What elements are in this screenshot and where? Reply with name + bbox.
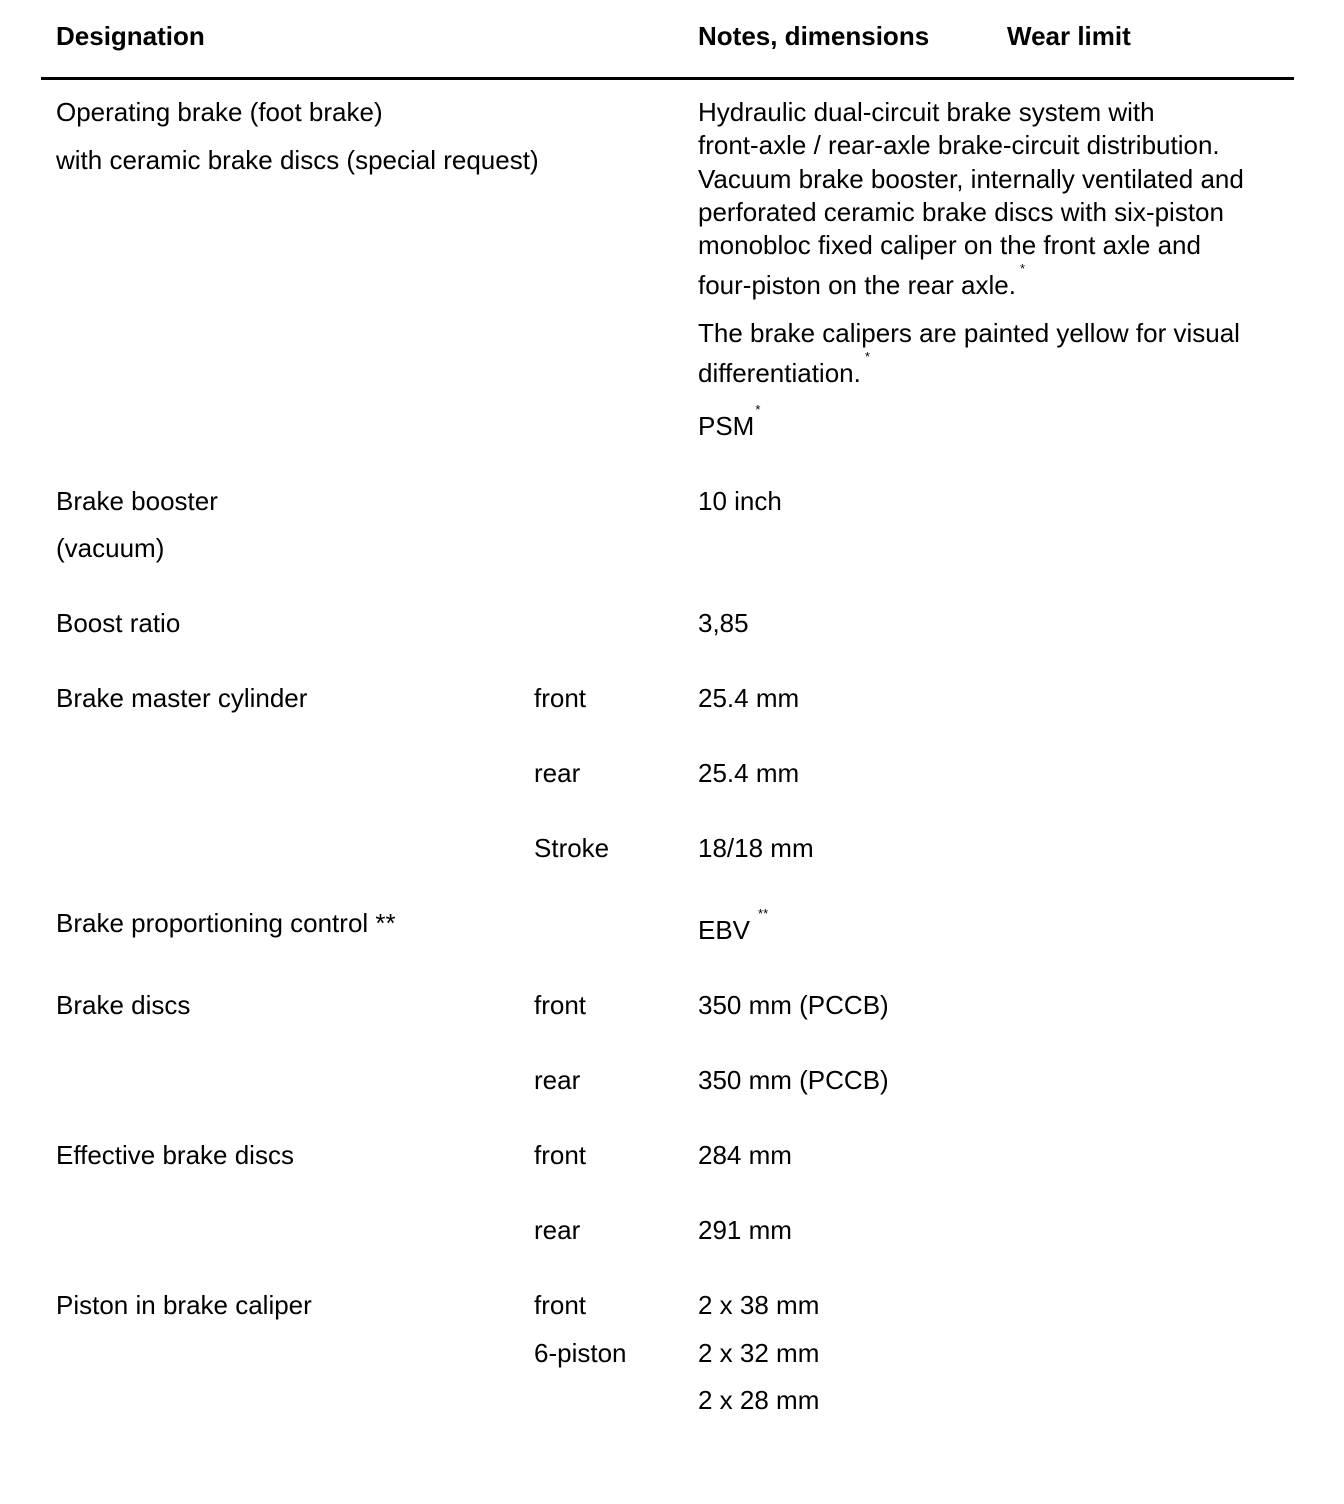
header-wear-limit: Wear limit xyxy=(1007,21,1131,51)
brake-discs-value: 350 mm (PCCB) xyxy=(698,1065,889,1095)
brake-discs-label: Brake discs xyxy=(56,990,191,1020)
brake-discs-sub: rear xyxy=(534,1065,581,1095)
footnote-mark: * xyxy=(1019,261,1026,276)
psm-note: PSM* xyxy=(698,402,761,441)
header-designation: Designation xyxy=(56,21,205,51)
boost-ratio-value: 3,85 xyxy=(698,608,749,638)
master-cylinder-sub: Stroke xyxy=(534,833,610,863)
proportioning-label: Brake proportioning control ** xyxy=(56,908,396,938)
effective-discs-value: 291 mm xyxy=(698,1215,792,1245)
brake-booster-value: 10 inch xyxy=(698,486,782,516)
footnote-mark: * xyxy=(864,349,870,364)
effective-discs-label: Effective brake discs xyxy=(56,1140,294,1170)
footnote-mark: ** xyxy=(758,906,769,921)
operating-brake-note-line: monobloc fixed caliper on the front axle and xyxy=(698,230,1201,260)
brake-booster-sublabel: (vacuum) xyxy=(56,533,165,563)
master-cylinder-sub: front xyxy=(534,683,587,713)
effective-discs-sub: rear xyxy=(534,1215,581,1245)
header-rule xyxy=(41,77,1294,80)
operating-brake-sublabel: with ceramic brake discs (special request) xyxy=(56,145,539,175)
boost-ratio-label: Boost ratio xyxy=(56,608,181,638)
master-cylinder-value: 25.4 mm xyxy=(698,758,800,788)
piston-sub: front xyxy=(534,1290,587,1320)
proportioning-value: EBV** xyxy=(698,906,769,945)
operating-brake-note-line: Hydraulic dual-circuit brake system with xyxy=(698,97,1155,127)
brake-discs-sub: front xyxy=(534,990,587,1020)
operating-brake-note-line: front-axle / rear-axle brake-circuit distribution. xyxy=(698,130,1220,160)
operating-brake-note-line: perforated ceramic brake discs with six-piston xyxy=(698,197,1224,227)
operating-brake-note-line: Vacuum brake booster, internally ventilated and xyxy=(698,164,1244,194)
master-cylinder-sub: rear xyxy=(534,758,581,788)
effective-discs-value: 284 mm xyxy=(698,1140,792,1170)
master-cylinder-value: 25.4 mm xyxy=(698,683,800,713)
master-cylinder-value: 18/18 mm xyxy=(698,833,814,863)
piston-value: 2 x 28 mm xyxy=(698,1385,820,1415)
operating-brake-note-line: four-piston on the rear axle.* xyxy=(698,261,1026,300)
calipers-note-line: The brake calipers are painted yellow for visual xyxy=(698,318,1240,348)
calipers-note-line: differentiation.* xyxy=(698,349,870,388)
piston-sub: 6-piston xyxy=(534,1338,627,1368)
header-notes: Notes, dimensions xyxy=(698,21,930,51)
piston-label: Piston in brake caliper xyxy=(56,1290,312,1320)
effective-discs-sub: front xyxy=(534,1140,587,1170)
brake-booster-label: Brake booster xyxy=(56,486,218,516)
operating-brake-label: Operating brake (foot brake) xyxy=(56,97,383,127)
master-cylinder-label: Brake master cylinder xyxy=(56,683,308,713)
footnote-mark: * xyxy=(755,402,761,417)
brake-discs-value: 350 mm (PCCB) xyxy=(698,990,889,1020)
piston-value: 2 x 38 mm xyxy=(698,1290,820,1320)
piston-value: 2 x 32 mm xyxy=(698,1338,820,1368)
